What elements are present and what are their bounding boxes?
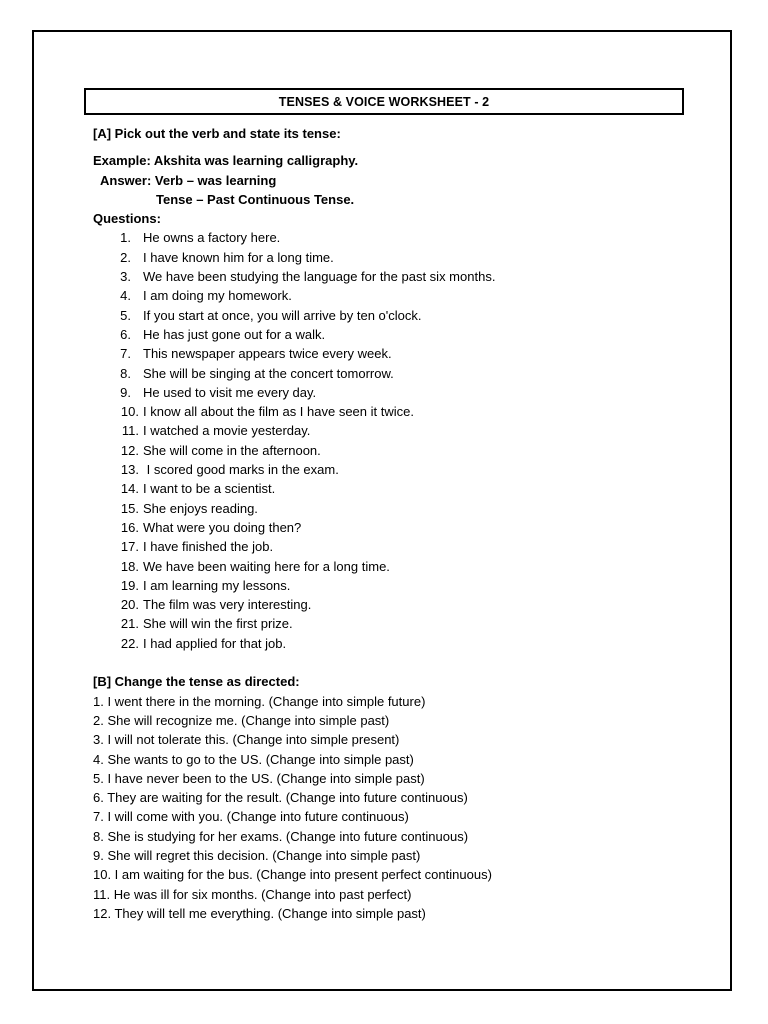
questions-label: Questions: <box>93 211 161 227</box>
question-item <box>93 421 713 440</box>
question-item <box>93 383 713 402</box>
question-item <box>93 306 713 325</box>
question-text: She will win the first prize. <box>143 616 293 632</box>
question-number: 6. <box>120 326 131 342</box>
question-text: I have known him for a long time. <box>143 249 334 265</box>
question-item <box>93 228 713 247</box>
question-item <box>93 576 713 595</box>
question-item <box>93 460 713 479</box>
question-number: 12. <box>120 442 139 458</box>
worksheet-title-text: TENSES & VOICE WORKSHEET - 2 <box>278 94 490 109</box>
question-text: What were you doing then? <box>143 519 302 535</box>
question-text: I want to be a scientist. <box>143 481 276 497</box>
question-text: She will come in the afternoon. <box>143 442 321 458</box>
question-item <box>93 499 713 518</box>
question-text: She will be singing at the concert tomorrow. <box>143 365 394 381</box>
question-number: 1. <box>120 230 131 246</box>
question-text: This newspaper appears twice every week. <box>143 346 392 362</box>
section-b-item: 11. He was ill for six months. (Change into past perfect) <box>93 886 412 902</box>
question-number: 8. <box>120 365 131 381</box>
example-line: Example: Akshita was learning calligraphy. <box>93 153 359 169</box>
question-item <box>93 248 713 267</box>
worksheet-title <box>84 88 684 115</box>
question-number: 10. <box>120 404 139 420</box>
question-text: The film was very interesting. <box>143 597 312 613</box>
question-item <box>93 364 713 383</box>
section-b-item: 10. I am waiting for the bus. (Change into present perfect continuous) <box>93 867 492 883</box>
question-item <box>93 537 713 556</box>
question-number: 18. <box>120 558 139 574</box>
question-text: He owns a factory here. <box>143 230 281 246</box>
section-b-item: 1. I went there in the morning. (Change into simple future) <box>93 693 426 709</box>
question-number: 7. <box>120 346 131 362</box>
question-text: I scored good marks in the exam. <box>143 462 339 478</box>
question-number: 13. <box>120 462 139 478</box>
section-b-item: 3. I will not tolerate this. (Change into simple present) <box>93 732 400 748</box>
question-number: 17. <box>120 539 139 555</box>
question-text: We have been studying the language for the past six months. <box>143 269 496 285</box>
question-item <box>93 557 713 576</box>
questions-list <box>93 228 713 653</box>
section-b-item: 6. They are waiting for the result. (Change into future continuous) <box>93 790 468 806</box>
worksheet-content <box>93 124 713 923</box>
question-text: I have finished the job. <box>143 539 274 555</box>
section-b-item: 5. I have never been to the US. (Change into simple past) <box>93 770 425 786</box>
question-text: I watched a movie yesterday. <box>143 423 311 439</box>
question-text: I know all about the film as I have seen it twice. <box>143 404 414 420</box>
section-b-item: 7. I will come with you. (Change into future continuous) <box>93 809 409 825</box>
question-number: 15. <box>120 500 139 516</box>
question-text: I am learning my lessons. <box>143 577 291 593</box>
question-number: 19. <box>120 577 139 593</box>
section-a-heading: [A] Pick out the verb and state its tense: <box>93 126 341 141</box>
question-item <box>93 595 713 614</box>
question-item <box>93 267 713 286</box>
question-number: 4. <box>120 288 131 304</box>
question-text: She enjoys reading. <box>143 500 258 516</box>
question-text: He has just gone out for a walk. <box>143 326 326 342</box>
question-text: I had applied for that job. <box>143 635 287 651</box>
question-text: If you start at once, you will arrive by ten o'clock. <box>143 307 422 323</box>
question-item <box>93 286 713 305</box>
question-item <box>93 441 713 460</box>
question-item <box>93 614 713 633</box>
question-number: 11. <box>121 423 139 439</box>
question-number: 3. <box>120 269 131 285</box>
question-number: 21. <box>120 616 139 632</box>
question-number: 5. <box>120 307 131 323</box>
question-text: We have been waiting here for a long time. <box>143 558 390 574</box>
question-item <box>93 479 713 498</box>
question-item <box>93 518 713 537</box>
question-text: I am doing my homework. <box>143 288 292 304</box>
question-text: He used to visit me every day. <box>143 384 317 400</box>
question-number: 14. <box>120 481 139 497</box>
question-item <box>93 634 713 653</box>
section-b-item: 12. They will tell me everything. (Change into simple past) <box>93 905 426 921</box>
section-b-item: 4. She wants to go to the US. (Change into simple past) <box>93 751 414 767</box>
question-item <box>93 344 713 363</box>
section-b-heading: [B] Change the tense as directed: <box>93 674 300 690</box>
tense-line: Tense – Past Continuous Tense. <box>156 191 355 207</box>
question-item <box>93 325 713 344</box>
question-number: 16. <box>120 519 139 535</box>
answer-line: Answer: Verb – was learning <box>100 172 277 188</box>
question-number: 20. <box>120 597 139 613</box>
section-b-item: 2. She will recognize me. (Change into simple past) <box>93 712 390 728</box>
question-number: 2. <box>120 249 131 265</box>
section-b-item: 8. She is studying for her exams. (Change into future continuous) <box>93 828 469 844</box>
section-b-list <box>93 692 713 924</box>
question-number: 9. <box>120 384 131 400</box>
question-item <box>93 402 713 421</box>
section-b-item: 9. She will regret this decision. (Change into simple past) <box>93 847 421 863</box>
question-number: 22. <box>120 635 139 651</box>
